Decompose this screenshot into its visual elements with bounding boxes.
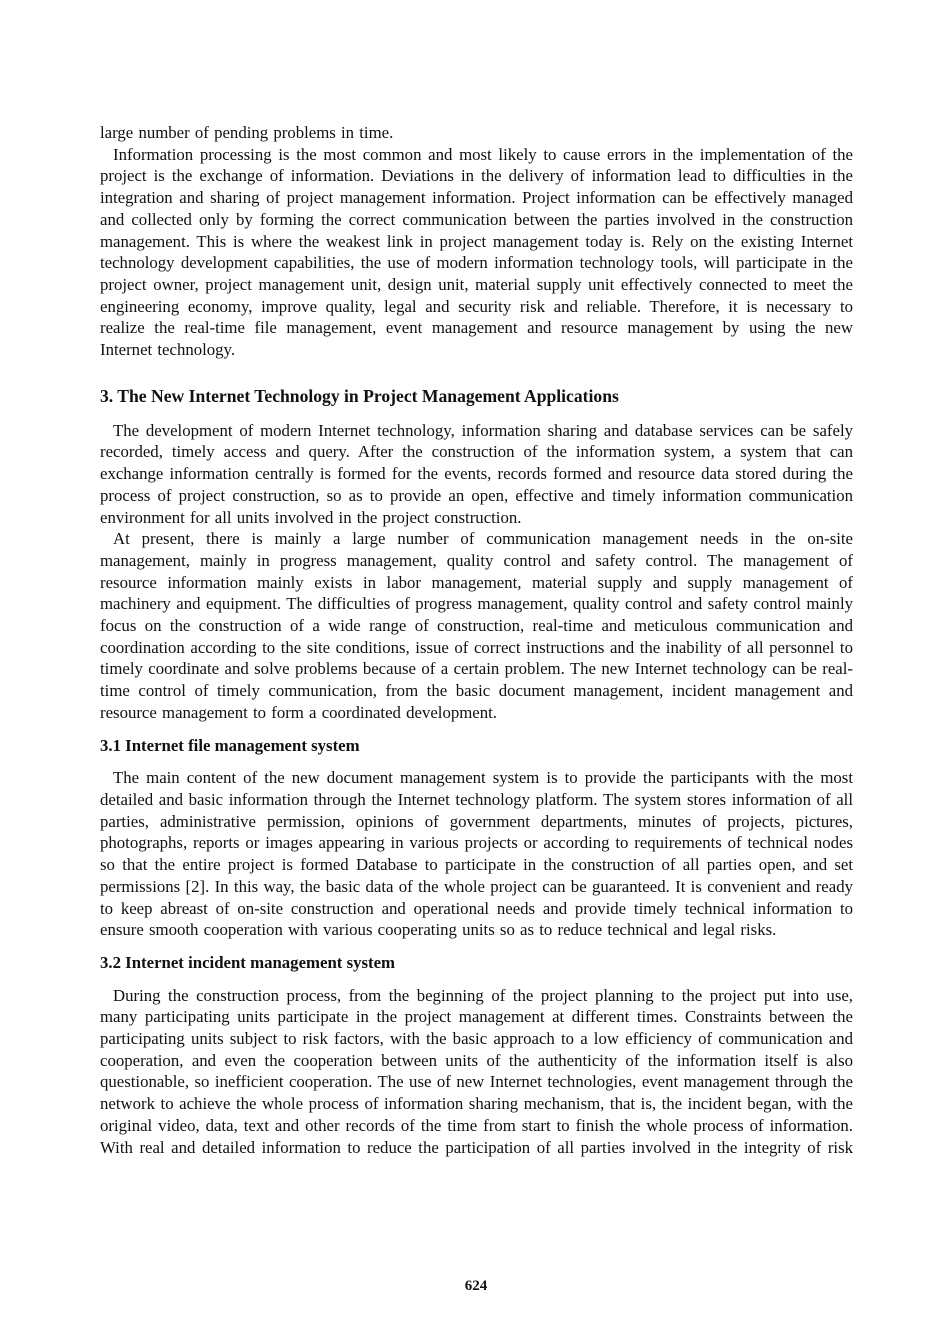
paragraph-development-of-internet: The development of modern Internet technology, information sharing and database services can be safely recorded, timely access and query. After the construction of the information system, a system that can exchange information centrally is formed for the events, records formed and resource data stored during the process of project construction, so as to provide an open, effective and timely information communication environment for all units involved in the project construction. (100, 420, 853, 527)
page-number: 624 (464, 1278, 488, 1294)
subsection-heading-3-1: 3.1 Internet file management system (100, 735, 360, 755)
paragraph-information-processing: Information processing is the most common and most likely to cause errors in the implementation of the project is the exchange of information. Deviations in the delivery of information lead to difficulties in the integration and sharing of project management information. Project information can be effectively managed and collected only by forming the correct communication between the parties involved in the construction management. This is where the weakest link in project management today is. Rely on the existing Internet technology development capabilities, the use of modern information technology tools, will participate in the project owner, project management unit, design unit, material supply unit effectively connected to meet the engineering economy, improve quality, legal and security risk and reliable. Therefore, it is necessary to realize the real-time file management, event management and resource management by using the new Internet technology. (100, 144, 853, 360)
page-body-text (100, 122, 853, 1158)
paragraph-file-management: The main content of the new document management system is to provide the participants with the most detailed and basic information through the Internet technology platform. The system stores information of all parties, administrative permission, opinions of government departments, minutes of projects, pictures, photographs, reports or images appearing in various projects or according to requirements of technical nodes so that the entire project is formed Database to participate in the construction of all parties open, and set permissions [2]. In this way, the basic data of the whole project can be guaranteed. It is convenient and ready to keep abreast of on-site construction and operational needs and provide timely technical information to ensure smooth cooperation with various cooperating units so as to reduce technical and legal risks. (100, 768, 853, 940)
subsection-heading-3-2: 3.2 Internet incident management system (100, 952, 396, 972)
paragraph-incident-management: During the construction process, from the beginning of the project planning to the project put into use, many participating units participate in the project management at different times. Constraints between the participating units subject to risk factors, with the basic approach to a low efficiency of communication and cooperation, and even the cooperation between units of the authenticity of the information itself is also questionable, so inefficient cooperation. The use of new Internet technologies, event management through the network to achieve the whole process of information sharing mechanism, that is, the incident began, with the original video, data, text and other records of the time from start to finish the whole process of information. With real and detailed information to reduce the participation of all parties involved in the integrity of risk (100, 985, 853, 1157)
paragraph-continuation: large number of pending problems in time. (100, 123, 394, 142)
paragraph-at-present: At present, there is mainly a large number of communication management needs in the on-site management, mainly in progress management, quality control and safety control. The management of resource information mainly exists in labor management, material supply and supply management of machinery and equipment. The difficulties of progress management, quality control and safety control mainly focus on the construction of a wide range of construction, real-time and meticulous communication and coordination according to the site conditions, issue of correct instructions and the inability of all personnel to timely coordinate and solve problems because of a certain problem. The new Internet technology can be real-time control of timely communication, from the basic document management, incident management and resource management to form a coordinated development. (100, 529, 853, 722)
section-heading-3: 3. The New Internet Technology in Project Management Applications (100, 385, 619, 406)
